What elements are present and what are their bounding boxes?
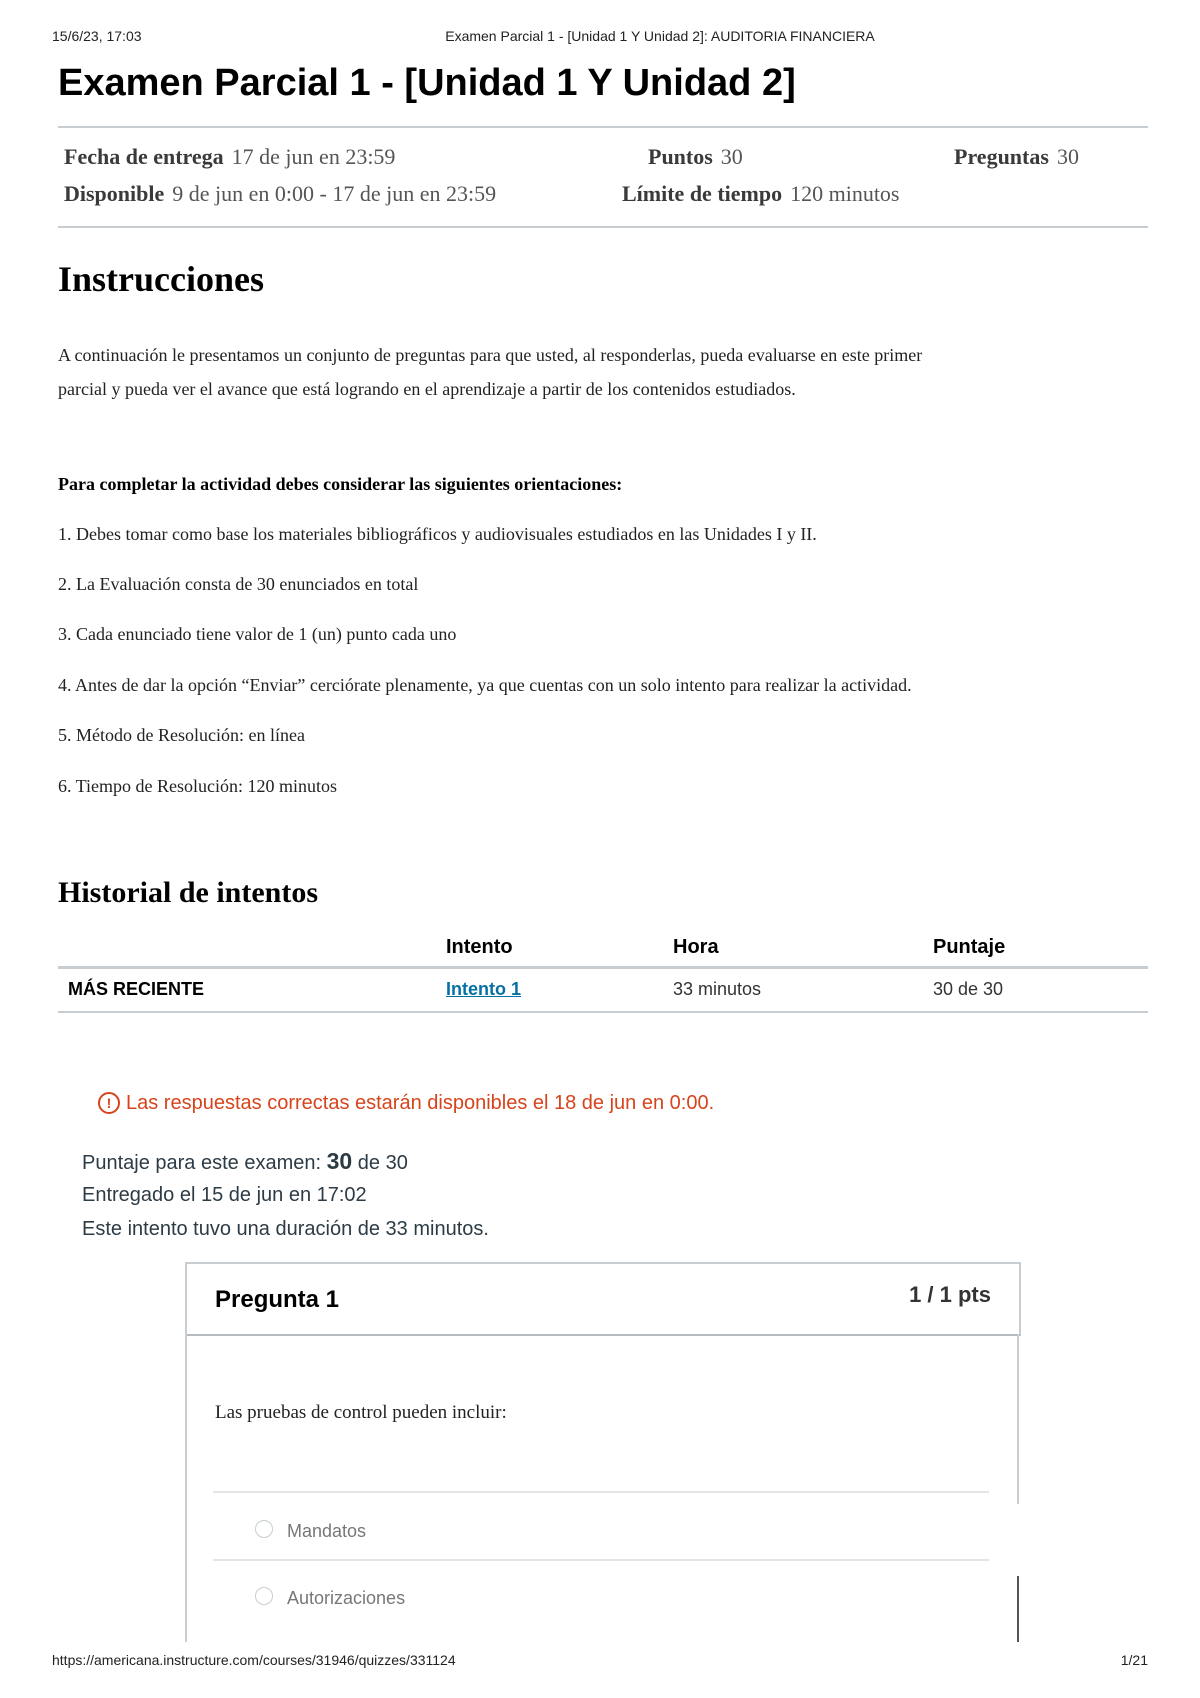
availability [64, 181, 496, 207]
orientation-item: 1. Debes tomar como base los materiales bibliográficos y audiovisuales estudiados en las Unidades I y II. [58, 524, 817, 544]
divider [58, 126, 1148, 128]
print-footer [52, 1652, 1148, 1672]
orientation-item: 3. Cada enunciado tiene valor de 1 (un) punto cada uno [58, 624, 457, 644]
points [648, 144, 743, 170]
instructions-intro [58, 338, 1148, 406]
page-number: 1/21 [1120, 1652, 1148, 1668]
question-header [185, 1262, 1021, 1336]
points-value: 30 [720, 144, 743, 169]
table-header [58, 928, 1148, 969]
history-table [58, 928, 1148, 1013]
questions-value: 30 [1056, 144, 1079, 169]
quiz-details [58, 144, 1148, 220]
page-title: Examen Parcial 1 - [Unidad 1 Y Unidad 2] [58, 62, 796, 104]
score-cell: 30 de 30 [933, 979, 1004, 999]
orientation-item: 2. La Evaluación consta de 30 enunciados en total [58, 574, 419, 594]
warning-icon: ! [98, 1092, 120, 1114]
orientation-item: 6. Tiempo de Resolución: 120 minutos [58, 776, 338, 796]
question-text: Las pruebas de control pueden incluir: [215, 1402, 507, 1423]
answers-availability-notice [98, 1092, 714, 1115]
questions-label: Preguntas [954, 144, 1049, 169]
answer-option [255, 1520, 366, 1542]
radio-icon [255, 1520, 273, 1538]
question-title: Pregunta 1 [215, 1286, 340, 1313]
score-value: 30 [326, 1148, 353, 1174]
column-header-attempt: Intento [446, 936, 513, 958]
attempt-link[interactable]: Intento 1 [446, 979, 521, 999]
attempt-cell [446, 979, 521, 1000]
time-limit [622, 181, 900, 207]
answer-label: Mandatos [287, 1521, 367, 1541]
print-url: https://americana.instructure.com/courses/31946/quizzes/331124 [52, 1652, 456, 1668]
question-card [185, 1262, 1021, 1642]
question-points: 1 / 1 pts [909, 1282, 991, 1307]
available-label: Disponible [64, 181, 165, 206]
card-border [1017, 1576, 1019, 1642]
card-border [185, 1334, 187, 1642]
score-prefix: Puntaje para este examen: [82, 1152, 322, 1174]
attempt-duration: Este intento tuvo una duración de 33 minutos. [82, 1218, 489, 1240]
intro-line: A continuación le presentamos un conjunto de preguntas para que usted, al responderlas, pueda evaluarse en este primer [58, 345, 923, 365]
radio-icon [255, 1587, 273, 1605]
card-border [1017, 1334, 1019, 1504]
print-timestamp: 15/6/23, 17:03 [52, 28, 142, 44]
divider [58, 226, 1148, 228]
column-header-score: Puntaje [933, 936, 1006, 958]
due-date-value: 17 de jun en 23:59 [231, 144, 396, 169]
orientation-item: 5. Método de Resolución: en línea [58, 725, 305, 745]
intro-line: parcial y pueda ver el avance que está logrando en el aprendizaje a partir de los contenidos estudiados. [58, 379, 796, 399]
column-header-time: Hora [673, 936, 719, 958]
time-cell: 33 minutos [673, 979, 762, 999]
available-value: 9 de jun en 0:00 - 17 de jun en 23:59 [172, 181, 497, 206]
instructions-heading: Instrucciones [58, 259, 264, 299]
due-date [64, 144, 395, 170]
notice-text: Las respuestas correctas estarán disponibles el 18 de jun en 0:00. [126, 1092, 715, 1114]
orientation-item: 4. Antes de dar la opción “Enviar” cerciórate plenamente, ya que cuentas con un solo intento para realizar la actividad. [58, 675, 912, 695]
time-limit-label: Límite de tiempo [622, 181, 783, 206]
answer-option [255, 1587, 405, 1609]
print-header [52, 28, 1148, 48]
answer-divider [213, 1491, 989, 1493]
orientations-heading: Para completar la actividad debes considerar las siguientes orientaciones: [58, 474, 623, 494]
submitted-at: Entregado el 15 de jun en 17:02 [82, 1184, 367, 1206]
score-suffix: de 30 [357, 1152, 408, 1174]
answer-label: Autorizaciones [287, 1588, 406, 1608]
due-date-label: Fecha de entrega [64, 144, 224, 169]
history-heading: Historial de intentos [58, 876, 318, 909]
time-limit-value: 120 minutos [790, 181, 900, 206]
row-label: MÁS RECIENTE [68, 979, 205, 999]
table-row [58, 969, 1148, 1013]
answer-divider [213, 1559, 989, 1561]
questions-count [954, 144, 1079, 170]
print-document-title: Examen Parcial 1 - [Unidad 1 Y Unidad 2]: AUDITORIA FINANCIERA [445, 28, 875, 44]
points-label: Puntos [648, 144, 713, 169]
quiz-score [82, 1148, 408, 1175]
